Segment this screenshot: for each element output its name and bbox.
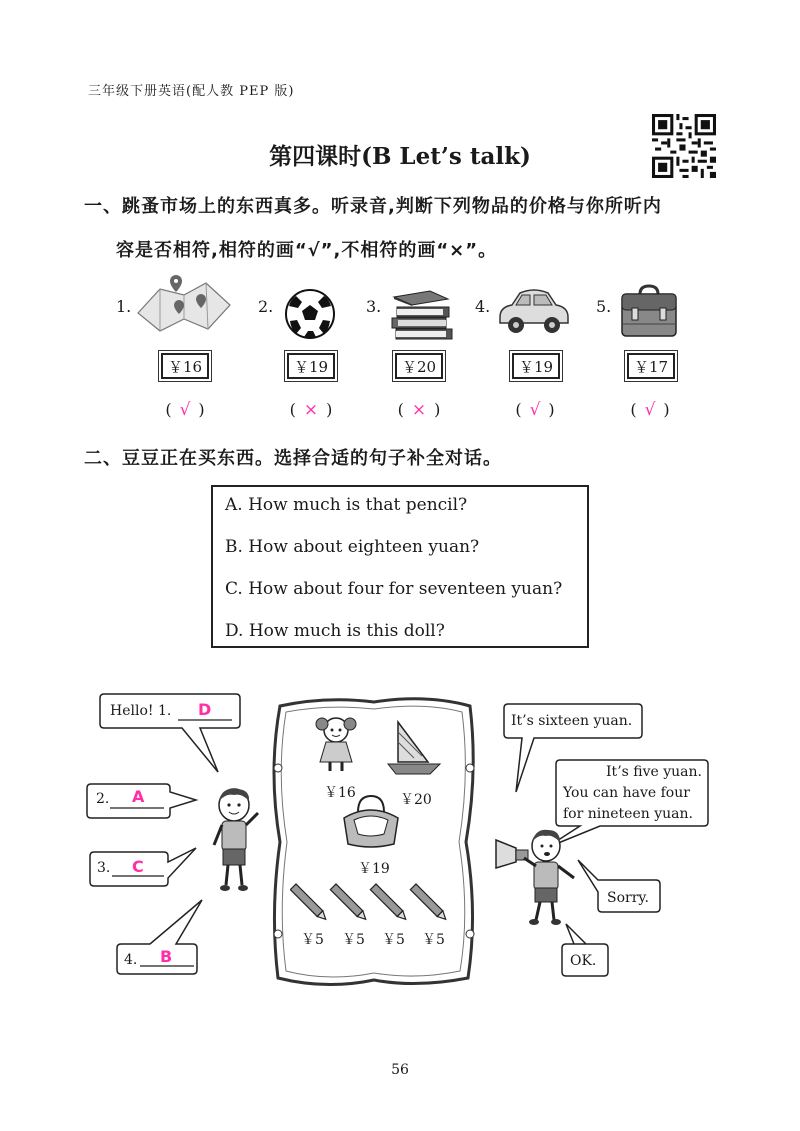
pencil-price: ￥5 [382, 932, 405, 948]
bubble-right-3-text: Sorry. [607, 890, 649, 906]
cross-mark: × [303, 400, 319, 420]
blank-number: 2. [96, 791, 110, 807]
answer-blank [389, 400, 449, 420]
paren-close: ) [548, 400, 555, 419]
item-number: 4. [475, 297, 491, 316]
paren-open: ( [630, 400, 637, 419]
options-box [211, 485, 589, 648]
price-tag-value: ￥17 [627, 353, 675, 379]
toy-car-icon [496, 285, 572, 337]
check-mark: √ [644, 400, 656, 420]
section1-instruction-line2: 容是否相符,相符的画“√”,不相符的画“×”。 [116, 240, 498, 261]
book-header: 三年级下册英语(配人教 PEP 版) [88, 84, 295, 99]
answer-blank [620, 400, 680, 420]
lesson-title: 第四课时(B Let’s talk) [269, 143, 531, 170]
price-tag [284, 350, 338, 382]
bubble-right-1-text: It’s sixteen yuan. [511, 713, 633, 729]
answer-blank [281, 400, 341, 420]
answer-letter: B [160, 947, 173, 966]
blank-number: 3. [97, 860, 111, 876]
doll-icon [314, 714, 358, 774]
paren-open: ( [289, 400, 296, 419]
option-b: B. How about eighteen yuan? [225, 537, 480, 557]
item-number: 1. [116, 297, 132, 316]
pencils-icon [290, 880, 460, 922]
bag-price: ￥19 [358, 861, 390, 877]
option-a: A. How much is that pencil? [225, 495, 468, 515]
option-c: C. How about four for seventeen yuan? [225, 579, 563, 599]
paren-close: ) [434, 400, 441, 419]
boy-customer-icon [204, 785, 266, 895]
item-number: 2. [258, 297, 274, 316]
check-mark: √ [529, 400, 541, 420]
bubble-right-4-text: OK. [570, 953, 597, 969]
section1-instruction-line1: 一、跳蚤市场上的东西真多。听录音,判断下列物品的价格与你所听内 [84, 196, 662, 217]
price-tag [158, 350, 212, 382]
pencil-price: ￥5 [342, 932, 365, 948]
doll-price: ￥16 [324, 785, 356, 801]
section2-instruction: 二、豆豆正在买东西。选择合适的句子补全对话。 [84, 448, 502, 469]
price-tag [624, 350, 678, 382]
page-number: 56 [391, 1062, 409, 1078]
pencil-price: ￥5 [301, 932, 324, 948]
cross-mark: × [411, 400, 427, 420]
bubble-left-1-text [110, 703, 171, 719]
item-number: 5. [596, 297, 612, 316]
paren-close: ) [326, 400, 333, 419]
blank-number: 4. [124, 952, 138, 968]
blank-number: Hello! 1. [110, 703, 172, 719]
paren-close: ) [663, 400, 670, 419]
paren-open: ( [165, 400, 172, 419]
paren-open: ( [397, 400, 404, 419]
check-mark: √ [179, 400, 191, 420]
boat-price: ￥20 [400, 792, 432, 808]
price-tag-value: ￥16 [161, 353, 209, 379]
price-tag-value: ￥19 [512, 353, 560, 379]
books-icon [388, 287, 454, 341]
soccer-ball-icon [284, 288, 336, 340]
item-number: 3. [366, 297, 382, 316]
answer-letter: C [132, 857, 144, 876]
bubble-right-2-line2: You can have four [563, 785, 690, 801]
map-icon [134, 275, 234, 333]
option-d: D. How much is this doll? [225, 621, 445, 641]
schoolbag-icon [618, 284, 680, 338]
pencil-price: ￥5 [422, 932, 445, 948]
paren-open: ( [515, 400, 522, 419]
paren-close: ) [198, 400, 205, 419]
sailboat-icon [384, 720, 444, 778]
answer-blank [505, 400, 565, 420]
bubble-right-2-line1: It’s five yuan. [606, 764, 702, 780]
price-tag [392, 350, 446, 382]
handbag-icon [340, 792, 402, 850]
answer-letter: A [132, 787, 145, 806]
price-tag-value: ￥19 [287, 353, 335, 379]
price-tag-value: ￥20 [395, 353, 443, 379]
answer-letter: D [198, 700, 212, 719]
seller-boy-icon [492, 822, 584, 928]
price-tag [509, 350, 563, 382]
answer-blank [155, 400, 215, 420]
bubble-right-2-line3: for nineteen yuan. [563, 806, 693, 822]
